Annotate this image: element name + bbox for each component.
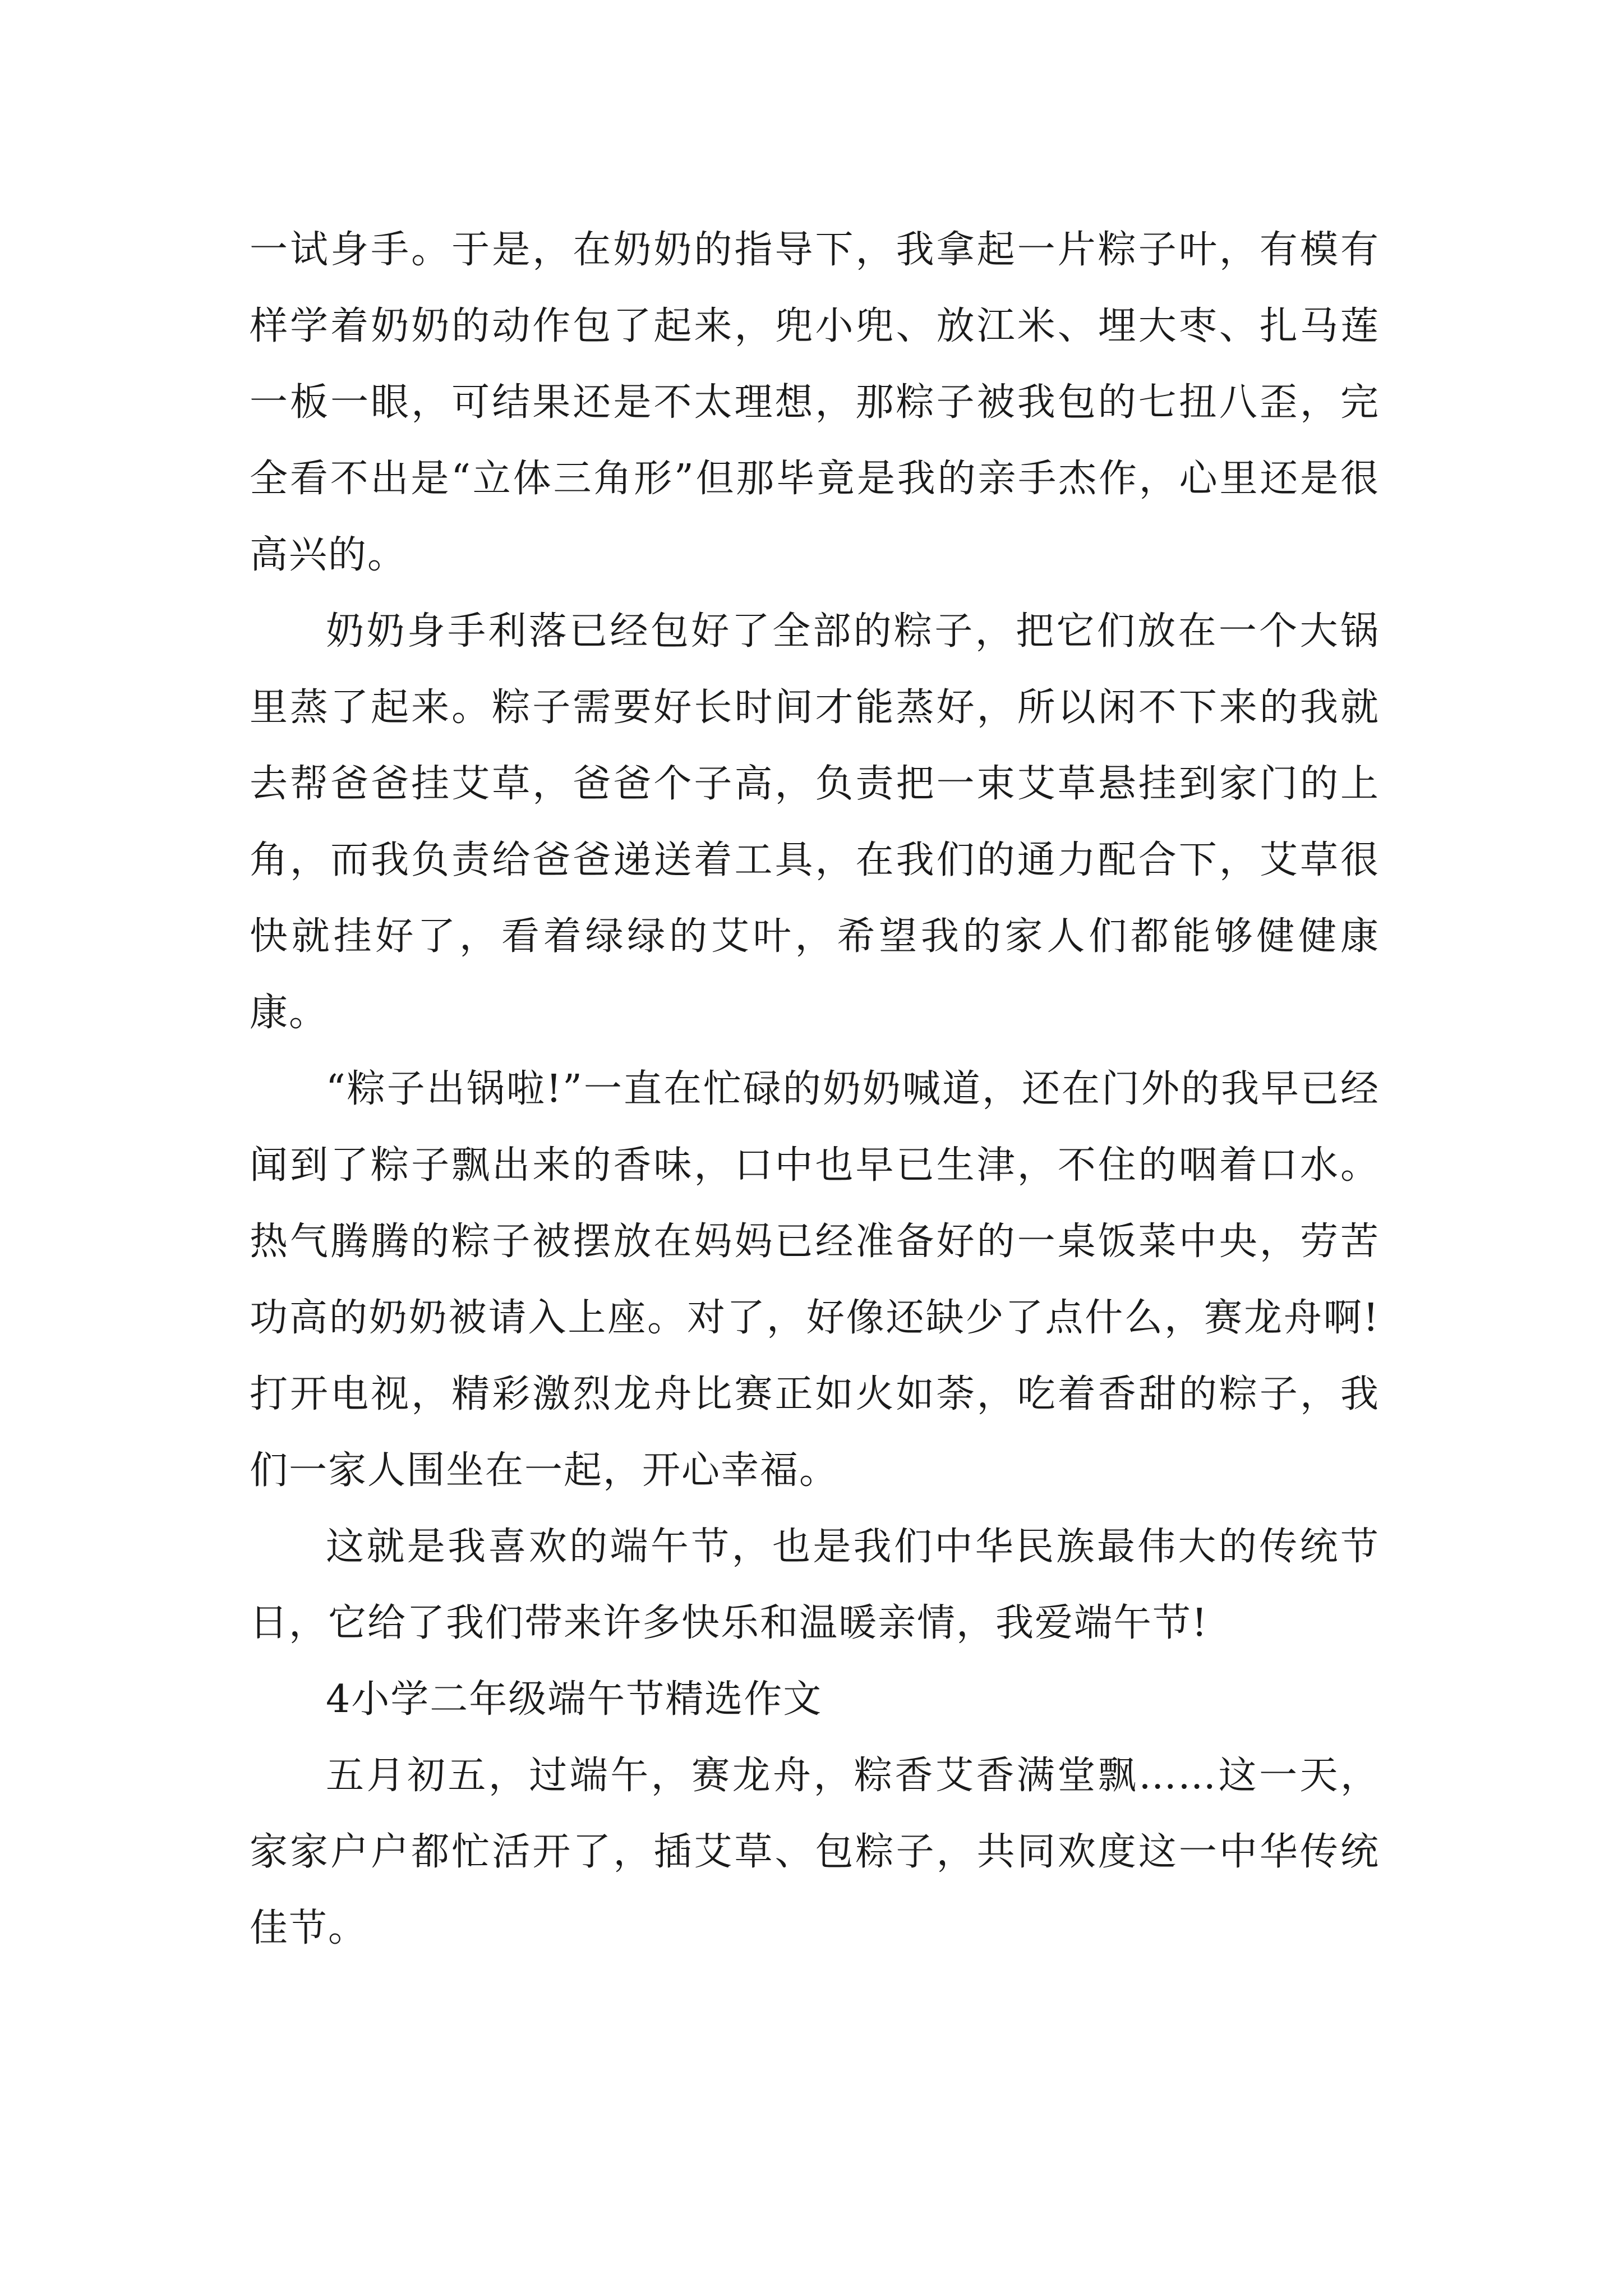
paragraph-grandma-steaming: 奶奶身手利落已经包好了全部的粽子，把它们放在一个大锅里蒸了起来。粽子需要好长时间才能蒸好，所以闲不下来的我就去帮爸爸挂艾草，爸爸个子高，负责把一束艾草悬挂到家门的上角，而我负责给爸爸递送着工具，在我们的通力配合下，艾草很快就挂好了，看着绿绿的艾叶，希望我的家人们都能够健健康康。: [250, 609, 1380, 1035]
paragraph-conclusion: 这就是我喜欢的端午节，也是我们中华民族最伟大的传统节日，它给了我们带来许多快乐和温暖亲情，我爱端午节!: [250, 1525, 1380, 1645]
paragraph-zongzi-ready: “粽子出锅啦!”一直在忙碌的奶奶喊道，还在门外的我早已经闻到了粽子飘出来的香味，口中也早已生津，不住的咽着口水。热气腾腾的粽子被摆放在妈妈已经准备好的一桌饭菜中央，劳苦功高的奶奶被请入上座。对了，好像还缺少了点什么，赛龙舟啊!打开电视，精彩激烈龙舟比赛正如火如荼，吃着香甜的粽子，我们一家人围坐在一起，开心幸福。: [250, 1067, 1380, 1493]
section-heading: 4小学二年级端午节精选作文: [326, 1677, 823, 1722]
paragraph-new-essay-intro: 五月初五，过端午，赛龙舟，粽香艾香满堂飘……这一天，家家户户都忙活开了，插艾草、包粽子，共同欢度这一中华传统佳节。: [250, 1754, 1380, 1950]
paragraph-continuation: 一试身手。于是，在奶奶的指导下，我拿起一片粽子叶，有模有样学着奶奶的动作包了起来，兜小兜、放江米、埋大枣、扎马莲一板一眼，可结果还是不太理想，那粽子被我包的七扭八歪，完全看不出是“立体三角形”但那毕竟是我的亲手杰作，心里还是很高兴的。: [250, 228, 1380, 577]
document-body: [250, 212, 1380, 1967]
